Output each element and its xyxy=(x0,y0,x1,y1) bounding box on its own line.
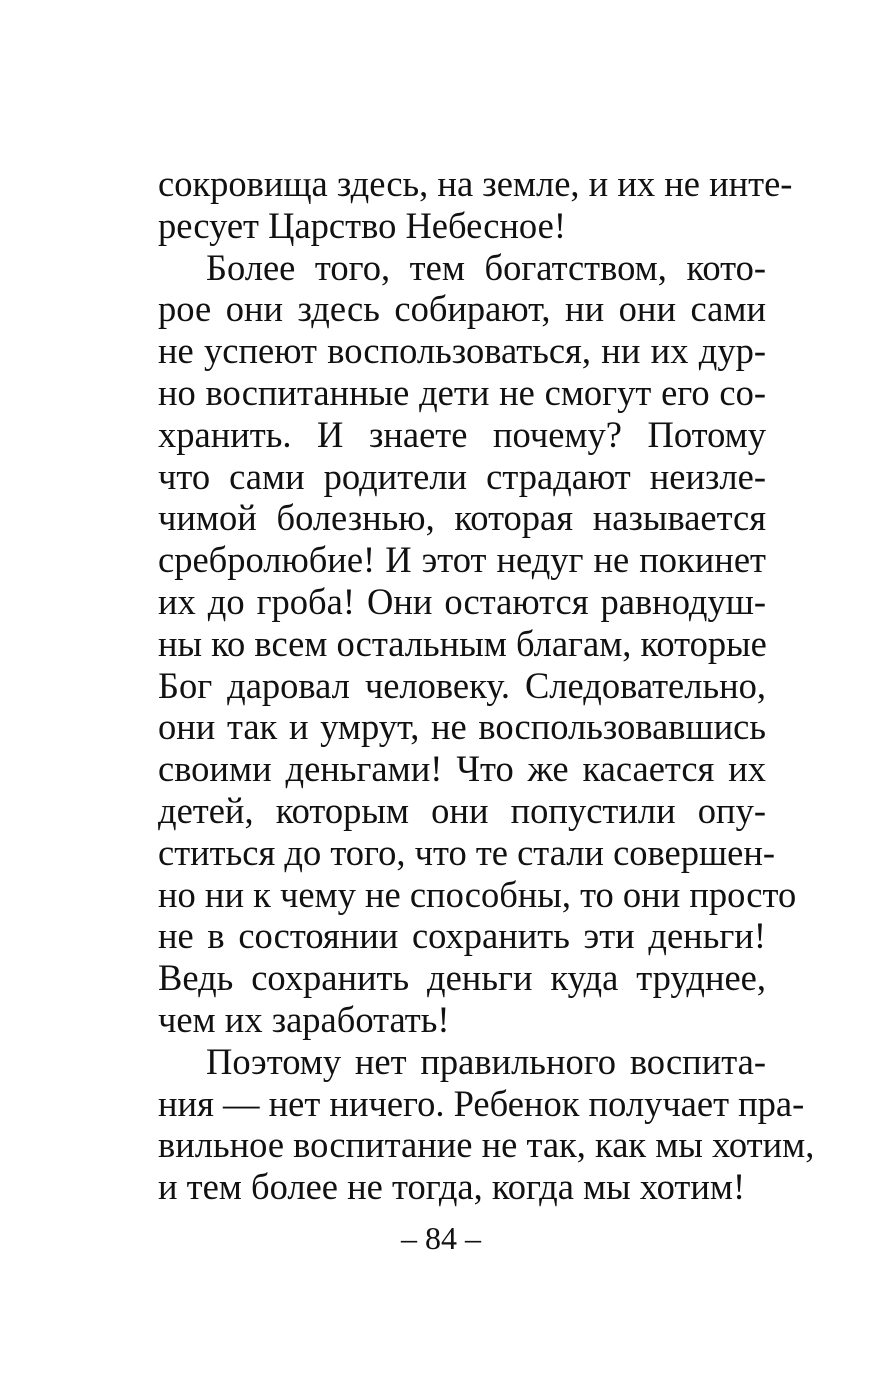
text-line: ны ко всем остальным благам, которые xyxy=(158,622,767,664)
text-line: Более того, тем богатством, кото- xyxy=(206,246,766,288)
text-line: ститься до того, что те стали совершен- xyxy=(158,831,776,873)
text-line: ресует Царство Небесное! xyxy=(158,204,566,246)
page-number: – 84 – xyxy=(401,1220,481,1256)
text-line: детей, которым они попустили опу- xyxy=(158,789,766,831)
text-line: Ведь сохранить деньги куда труднее, xyxy=(158,957,766,999)
text-line: вильное воспитание не так, как мы хотим, xyxy=(158,1124,815,1166)
text-line: что сами родители страдают неизле- xyxy=(158,455,766,497)
text-line: своими деньгами! Что же касается их xyxy=(158,748,766,790)
text-line: не в состоянии сохранить эти деньги! xyxy=(158,915,766,957)
text-line: ния — нет ничего. Ребенок получает пра- xyxy=(158,1082,805,1124)
text-line: сокровища здесь, на земле, и их не инте- xyxy=(158,163,793,204)
text-line: но воспитанные дети не смогут его со- xyxy=(158,371,766,413)
text-line: сребролюбие! И этот недуг не покинет xyxy=(158,539,766,581)
text-line: рое они здесь собирают, ни они сами xyxy=(158,288,766,330)
text-line: они так и умрут, не воспользовавшись xyxy=(158,706,766,748)
text-line: и тем более не тогда, когда мы хотим! xyxy=(158,1166,746,1208)
text-line: хранить. И знаете почему? Потому xyxy=(158,413,766,455)
text-line: но ни к чему не способны, то они просто xyxy=(158,873,797,915)
text-line: Поэтому нет правильного воспита- xyxy=(206,1040,766,1082)
text-line: Бог даровал человеку. Следовательно, xyxy=(158,664,766,706)
text-line: не успеют воспользоваться, ни их дур- xyxy=(158,330,766,372)
text-line: чимой болезнью, которая называется xyxy=(158,497,766,539)
body-text xyxy=(158,163,815,1208)
text-line: их до гроба! Они остаются равнодуш- xyxy=(158,580,766,622)
text-line: чем их заработать! xyxy=(158,998,450,1040)
